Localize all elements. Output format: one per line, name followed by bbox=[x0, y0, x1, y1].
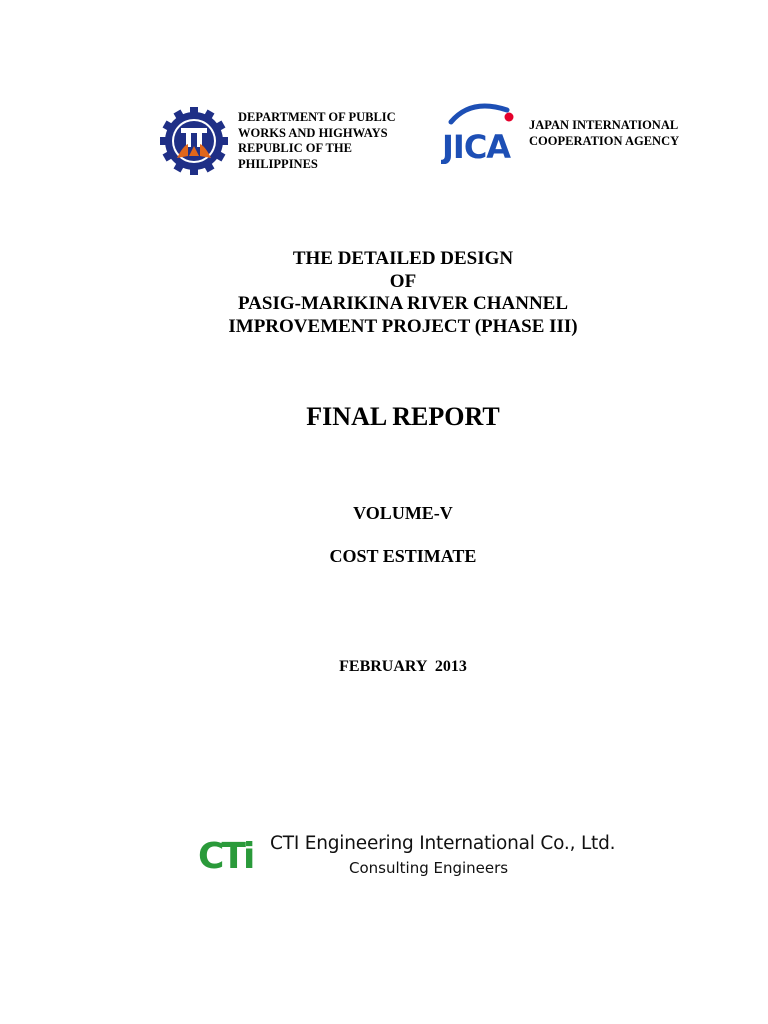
svg-text:CTi: CTi bbox=[198, 836, 253, 874]
dpwh-line: WORKS AND HIGHWAYS bbox=[238, 125, 388, 140]
dpwh-line: PHILIPPINES bbox=[238, 156, 318, 171]
company-tagline: Consulting Engineers bbox=[349, 859, 509, 877]
report-date: FEBRUARY 2013 bbox=[339, 658, 467, 675]
jica-logo-icon bbox=[441, 100, 521, 164]
dpwh-gear-seal-icon bbox=[159, 106, 229, 176]
title-line: THE DETAILED DESIGN bbox=[292, 248, 514, 269]
title-line: PASIG-MARIKINA RIVER CHANNEL bbox=[237, 293, 569, 314]
title-line: IMPROVEMENT PROJECT (PHASE III) bbox=[228, 315, 578, 337]
dpwh-line: REPUBLIC OF THE bbox=[238, 141, 352, 155]
jica-name bbox=[529, 118, 749, 149]
project-title bbox=[0, 248, 768, 338]
volume-label: VOLUME-V bbox=[353, 503, 453, 523]
report-title: FINAL REPORT bbox=[306, 402, 500, 431]
dpwh-name bbox=[238, 110, 438, 172]
dpwh-line: DEPARTMENT OF PUBLIC bbox=[238, 110, 396, 124]
jica-line: COOPERATION AGENCY bbox=[529, 133, 680, 148]
title-line: OF bbox=[389, 270, 417, 292]
jica-line: JAPAN INTERNATIONAL bbox=[529, 118, 679, 132]
volume-subject: COST ESTIMATE bbox=[329, 546, 477, 566]
company-name: CTI Engineering International Co., Ltd. bbox=[270, 833, 616, 854]
svg-text:JICA: JICA bbox=[442, 128, 511, 164]
cti-logo-icon bbox=[198, 834, 264, 874]
